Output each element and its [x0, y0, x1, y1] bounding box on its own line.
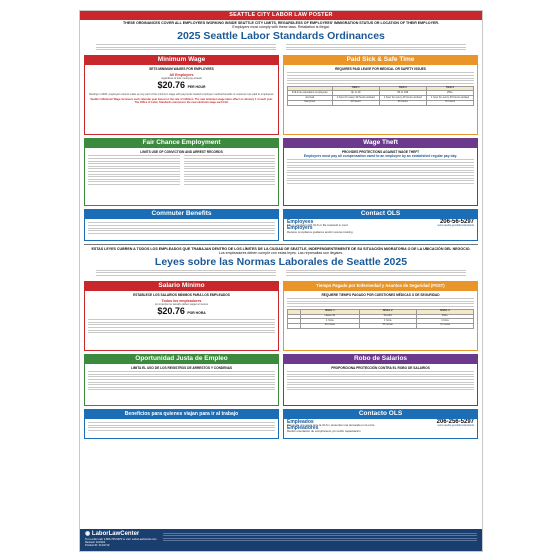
en-row-3: [80, 209, 482, 241]
en-contact-line1: File a complaint with OLS or file a lawsuit in court: [287, 223, 348, 228]
es-fair-section: [84, 354, 279, 406]
en-min-wage-note: Starting in 2025, employers cannot make up any part of the minimum wage with payments toward employee medical benefits or customer tips paid to employees.: [88, 92, 275, 96]
en-commuter-section: [84, 209, 279, 241]
en-contact-phone: 206-56-5297: [439, 218, 474, 225]
en-theft-section: [283, 138, 478, 206]
poster-heading-es: Leyes sobre las Normas Laborales de Seattle 2025: [154, 256, 408, 269]
poster-footer: [80, 529, 482, 551]
en-contact-employers: Employers: [287, 225, 313, 232]
en-commuter-box: [84, 219, 279, 241]
es-sick-box: [283, 291, 478, 351]
es-theft-sub: PROPORCIONA PROTECCIÓN CONTRA EL ROBO DE SALARIOS: [331, 365, 430, 370]
en-min-wage-box: [84, 65, 279, 135]
en-contact-line2: Receive compliance guidance and/or receive training: [287, 229, 353, 234]
footer-brand-block: [85, 531, 157, 549]
en-contact-employees: Employees: [287, 218, 314, 225]
en-wage-value: $20.76 PER HOUR: [157, 79, 206, 90]
en-theft-lead: Employers must pay all compensation owed to an employee by an established regular pay day.: [303, 153, 458, 158]
en-row-2: [80, 138, 482, 206]
es-fair-box: [84, 364, 279, 406]
es-min-wage-banner: Salario Mínimo: [84, 281, 279, 291]
language-divider: [84, 244, 478, 245]
es-all-employers-sub: sin importar su tamaño deben pagar al menos: [155, 302, 208, 306]
en-fair-section: [84, 138, 279, 206]
es-contact-employees: Empleados: [287, 418, 314, 425]
intro-text: [80, 42, 482, 51]
en-theft-sub: PROVIDES PROTECTIONS AGAINST WAGE THEFT: [341, 149, 420, 154]
es-commuter-banner: Beneficios para quienes viajan para ir al trabajo: [84, 409, 279, 419]
es-sick-sub: REQUIERE TIEMPO PAGADO POR CUESTIONES MÉDICAS O DE SEGURIDAD: [321, 292, 440, 297]
es-contact-line1: Presentar una queja ante la OLS o presentar una demanda en la corte: [287, 422, 375, 427]
en-all-employers-sub: regardless of size must pay at least: [161, 76, 202, 80]
retaliation-notice: Employers must comply with these laws. Retaliation is illegal.: [232, 25, 330, 30]
es-theft-box: [283, 364, 478, 406]
es-min-wage-section: [84, 281, 279, 351]
footer-product-id: Product ID: FLD1710: [85, 544, 110, 548]
es-theft-banner: Robo de Salarios: [283, 354, 478, 364]
footer-disclaimer: [163, 531, 477, 549]
es-contact-phone: 206-256-5297: [436, 418, 474, 425]
es-contact-web: www.seattle.gov/laborstandards: [437, 423, 474, 427]
en-contact-banner: Contact OLS: [283, 209, 478, 219]
es-all-employers: Todos los empleadores: [161, 298, 202, 303]
es-sick-banner: Tiempo Pagado por Enfermedad y Asuntos de Seguridad (PSST): [283, 281, 478, 291]
intro-right: [286, 42, 466, 51]
logo-mark-icon: ◉: [85, 531, 92, 537]
es-sick-section: [283, 281, 478, 351]
es-min-wage-sub: ESTABLECE LOS SALARIOS MÍNIMOS PARA LOS EMPLEADOS: [133, 292, 230, 297]
coverage-notice: THESE ORDINANCES COVER ALL EMPLOYEES WORKING INSIDE SEATTLE CITY LIMITS, REGARDLESS OF EMPLOYEES' IMMIGRATION STATUS OR LOCATION OF THEIR EMPLOYER.: [123, 21, 439, 25]
es-commuter-section: [84, 409, 279, 439]
es-theft-section: [283, 354, 478, 406]
laborlawcenter-logo: ◉ LaborLawCenter: [85, 531, 140, 537]
coverage-notice-es: ESTAS LEYES CUBREN A TODOS LOS EMPLEADOS QUE TRABAJAN DENTRO DE LOS LÍMITES DE LA CIUDAD DE SEATTLE, INDEPENDIENTEMENTE DE SU SITUACIÓN MIGRATORIA O DE LA UBICACIÓN DEL NEGOCIO.: [91, 246, 471, 251]
poster-heading: 2025 Seattle Labor Standards Ordinances: [177, 30, 385, 43]
en-theft-banner: Wage Theft: [283, 138, 478, 148]
es-contact-employers: Empleadores: [287, 425, 319, 432]
en-sick-box: [283, 65, 478, 135]
es-row-1: [80, 281, 482, 351]
retaliation-notice-es: Los empleadores deben cumplir con estas leyes. Las represalias son ilegales.: [218, 251, 344, 256]
en-row-1: [80, 55, 482, 135]
footer-revised: Revised: 12/2024: [85, 541, 106, 545]
es-fair-banner: Oportunidad Justa de Empleo: [84, 354, 279, 364]
en-contact-web: www.seattle.gov/laborstandards: [437, 224, 474, 228]
es-contact-line2: Recibir orientación de cumplimiento y/o recibir capacitación: [287, 429, 361, 434]
labor-law-poster: [79, 10, 483, 552]
es-contact-banner: Contacto OLS: [283, 409, 478, 419]
en-min-wage-sub: SETS MINIMUM WAGES FOR EMPLOYEES: [149, 66, 214, 71]
en-sick-banner: Paid Sick & Safe Time: [283, 55, 478, 65]
en-min-wage-banner: Minimum Wage: [84, 55, 279, 65]
poster-title-bar: SEATTLE CITY LABOR LAW POSTER: [80, 11, 482, 20]
footer-reorder: To re-order call: 1-800-745-9970 or visit: LaborLawCenter.com: [85, 538, 157, 541]
en-commuter-banner: Commuter Benefits: [84, 209, 279, 219]
en-fair-box: [84, 148, 279, 206]
es-row-3: [80, 409, 482, 439]
es-min-wage-box: [84, 291, 279, 351]
es-row-2: [80, 354, 482, 406]
es-contact-section: [283, 409, 478, 439]
en-fair-sub: LIMITS USE OF CONVICTION AND ARREST RECORDS: [140, 149, 223, 154]
en-all-employers: All Employers: [169, 72, 194, 77]
en-sick-section: [283, 55, 478, 135]
en-contact-section: [283, 209, 478, 241]
en-min-wage-section: [84, 55, 279, 135]
en-contact-box: [283, 219, 478, 241]
es-fair-sub: LIMITA EL USO DE LOS REGISTROS DE ARRESTOS Y CONDENAS: [130, 365, 233, 370]
intro-left: [96, 42, 276, 51]
es-contact-box: [283, 419, 478, 439]
es-wage-value: $20.76 POR HORA: [157, 305, 206, 316]
en-theft-box: [283, 148, 478, 206]
en-sick-sub: REQUIRES PAID LEAVE FOR MEDICAL OR SAFETY ISSUES: [335, 66, 426, 71]
intro-text-es: [80, 268, 482, 277]
es-commuter-box: [84, 419, 279, 439]
en-min-wage-bold: Seattle's Minimum Wage increases each calendar year based on the rate of inflation. The new minimum wage takes effect on January 1 of each year. The Office of Labor Standards announces the new minimum wage each Fall.: [90, 97, 273, 105]
en-sick-table: TIER 1 TIER 2 TIER 3 Full-time equivalent employees Up to 49 50 to 249 250+ Accrual 1 hour for every 40 hours worked 1 hour for every 40 hours worked 1 hour for every 30 hours worked Carryover 40 hours 56 hours 72 hours: [287, 86, 474, 106]
es-sick-table: NIVEL 1 NIVEL 2 NIVEL 3 Hasta 49 50-249 250+ 1 hora 1 hora 1 hora 40 horas 56 horas 72 horas: [287, 309, 474, 329]
en-fair-banner: Fair Chance Employment: [84, 138, 279, 148]
